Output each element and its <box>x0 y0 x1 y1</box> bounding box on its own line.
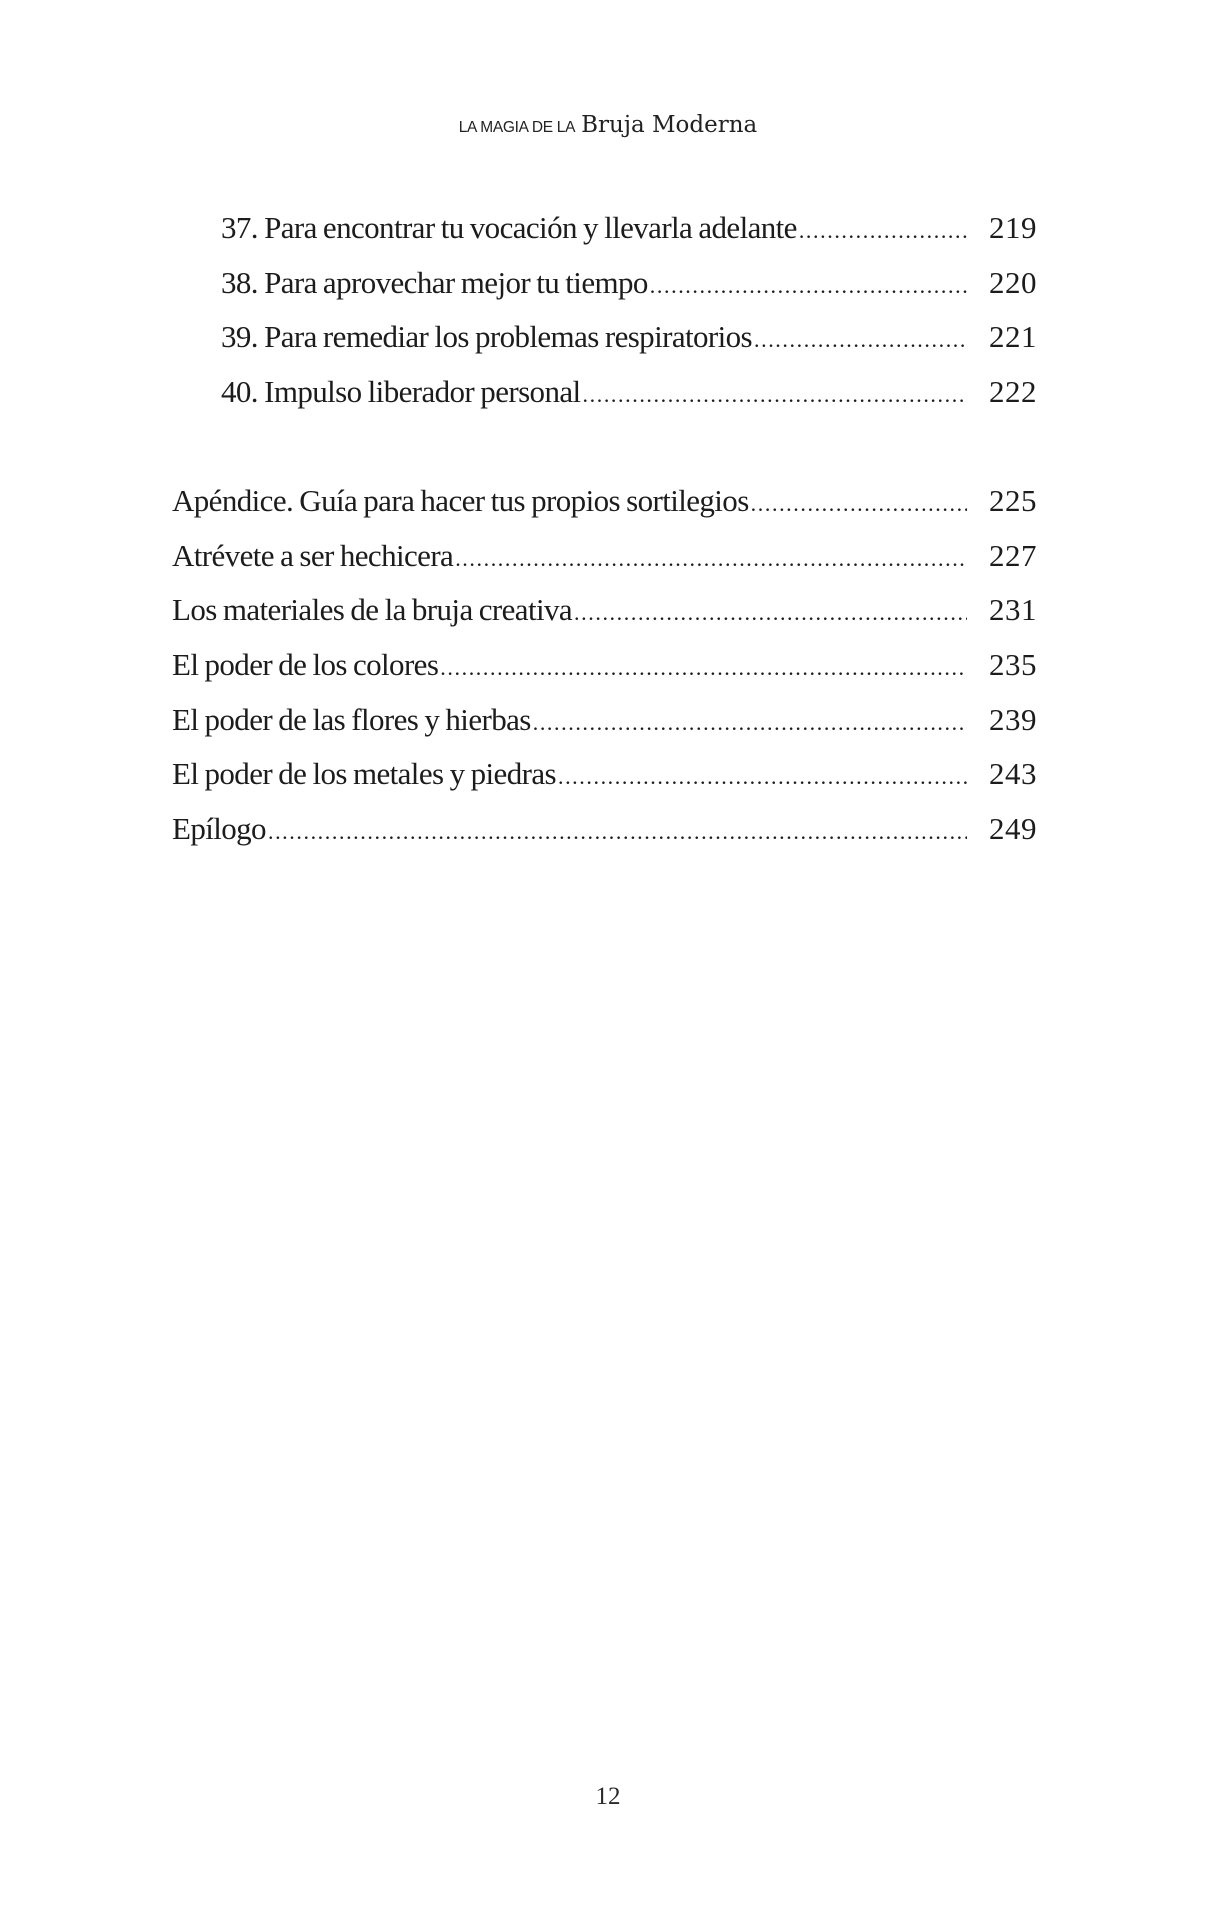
toc-entry-page: 243 <box>989 756 1037 791</box>
toc-entry <box>221 208 1037 248</box>
toc-entry-page: 231 <box>989 592 1037 627</box>
toc-entry-page: 221 <box>989 319 1037 354</box>
toc-entry-label: 40. Impulso liberador personal <box>221 374 581 409</box>
toc-entry-page: 239 <box>989 702 1037 737</box>
toc-entry-appendix <box>172 536 1037 576</box>
dot-leader <box>268 812 967 852</box>
toc-entry-page: 219 <box>989 210 1037 245</box>
dot-leader <box>751 484 967 524</box>
dot-leader <box>440 648 967 688</box>
dot-leader <box>574 593 967 633</box>
toc-entry-label: El poder de las flores y hierbas <box>172 702 531 737</box>
dot-leader <box>583 375 967 415</box>
dot-leader <box>455 539 967 579</box>
dot-leader <box>799 211 967 251</box>
running-head-title: Bruja Moderna <box>581 112 758 138</box>
toc-entry-label: 37. Para encontrar tu vocación y llevarla adelante <box>221 210 797 245</box>
toc-entry-appendix <box>172 754 1037 794</box>
toc-entry-label: 39. Para remediar los problemas respiratorios <box>221 319 752 354</box>
toc-entry-appendix <box>172 645 1037 685</box>
toc-entry-appendix <box>172 481 1037 521</box>
toc-entry-page: 220 <box>989 265 1037 300</box>
dot-leader <box>754 320 967 360</box>
toc-entry-page: 225 <box>989 483 1037 518</box>
toc-entry <box>221 372 1037 412</box>
toc-entry-label: Atrévete a ser hechicera <box>172 538 454 573</box>
page-number: 12 <box>595 1783 621 1810</box>
toc-entry-label: El poder de los colores <box>172 647 439 682</box>
toc-entry-appendix <box>172 590 1037 630</box>
toc-entry-page: 235 <box>989 647 1037 682</box>
toc-entry <box>221 317 1037 357</box>
toc-entry-page: 222 <box>989 374 1037 409</box>
dot-leader <box>650 266 967 306</box>
toc-entry-appendix <box>172 809 1037 849</box>
dot-leader <box>533 703 967 743</box>
toc-entry-label: Apéndice. Guía para hacer tus propios sortilegios <box>172 483 749 518</box>
toc-entry-label: Los materiales de la bruja creativa <box>172 592 573 627</box>
toc-entry-label: El poder de los metales y piedras <box>172 756 556 791</box>
toc-entry-appendix <box>172 700 1037 740</box>
toc-entry-page: 227 <box>989 538 1037 573</box>
dot-leader <box>558 757 967 797</box>
toc-entry <box>221 263 1037 303</box>
toc-entry-page: 249 <box>989 811 1037 846</box>
running-head-small-caps: LA MAGIA DE LA <box>458 119 576 136</box>
toc-entry-label: Epílogo <box>172 811 266 846</box>
toc-entry-label: 38. Para aprovechar mejor tu tiempo <box>221 265 648 300</box>
running-head <box>0 112 1216 138</box>
